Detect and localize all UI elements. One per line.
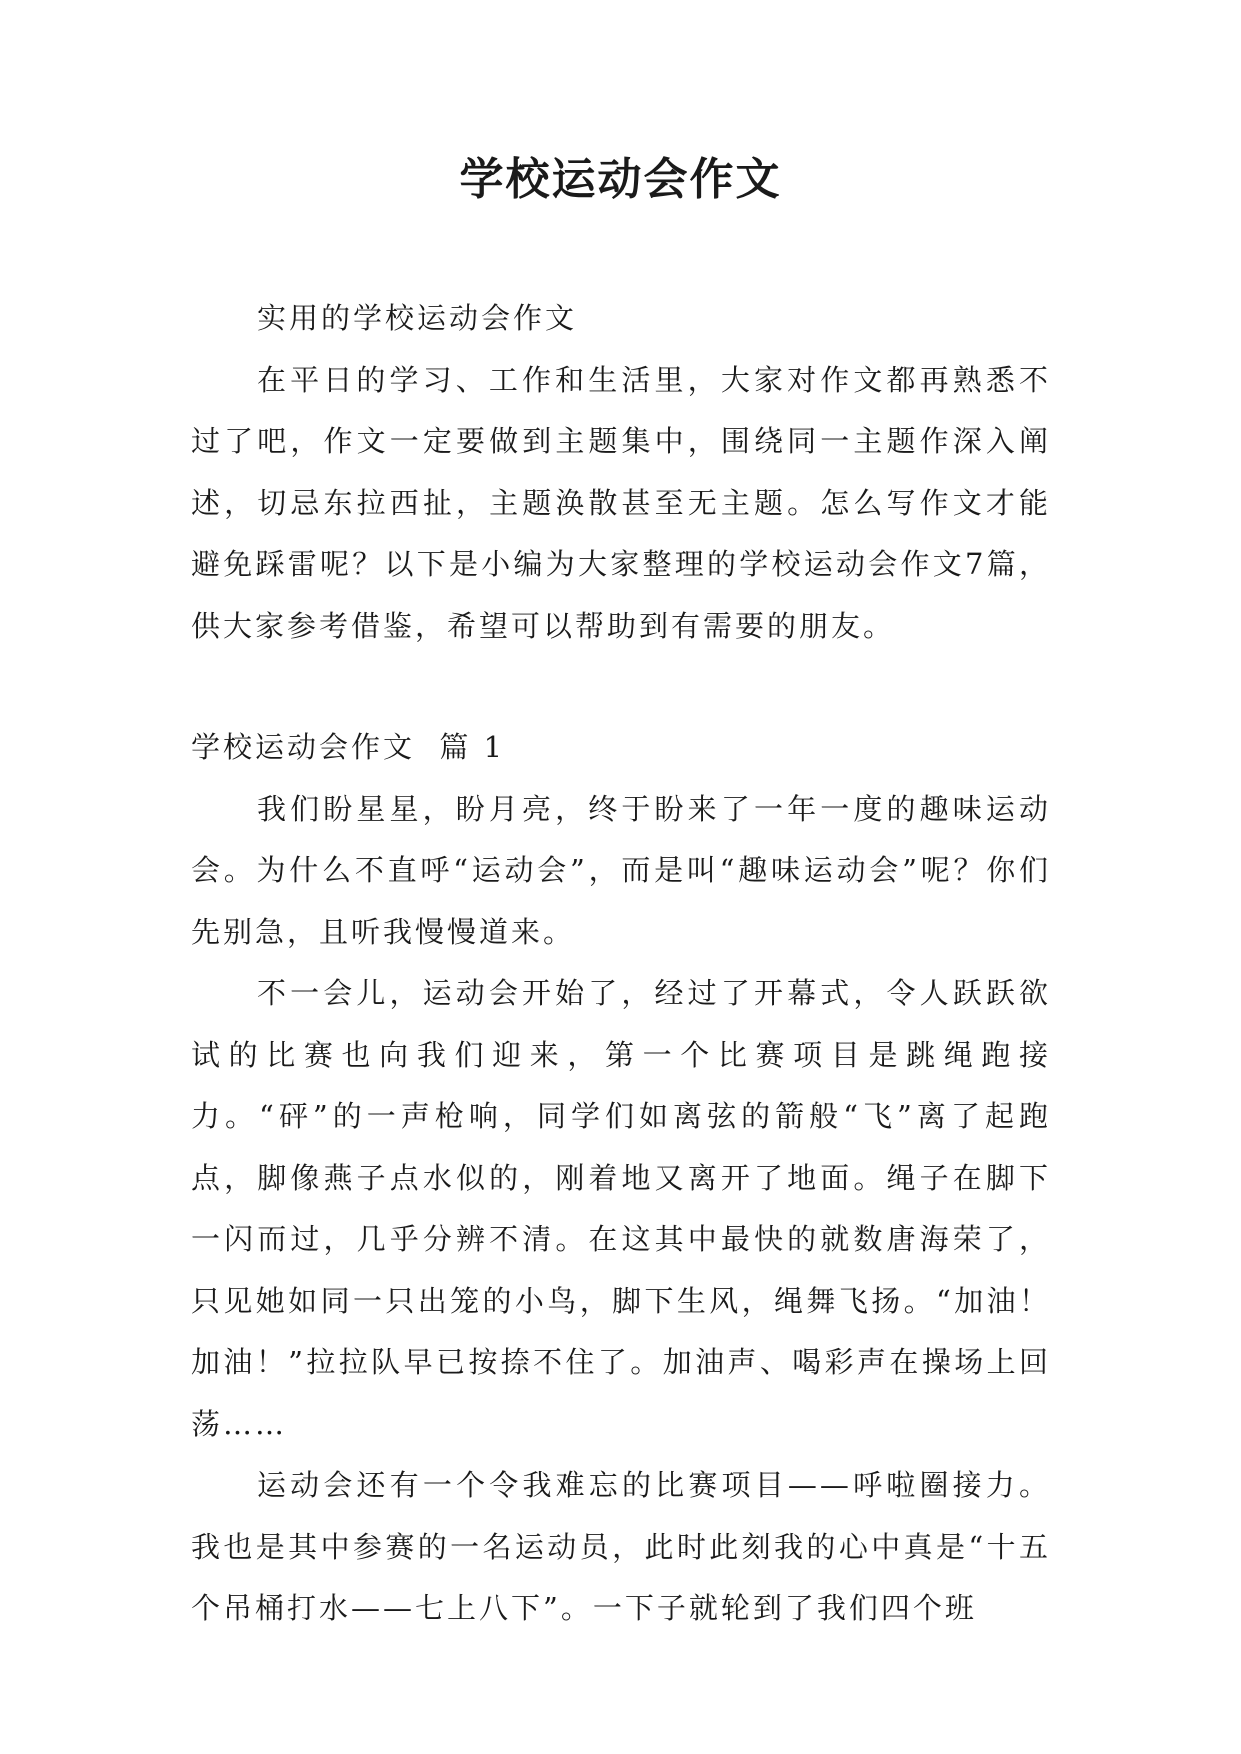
body-paragraph: 我们盼星星，盼月亮，终于盼来了一年一度的趣味运动会。为什么不直呼“运动会”，而是叫“趣味运动会”呢？你们先别急，且听我慢慢道来。 — [191, 791, 1051, 949]
intro-paragraph: 在平日的学习、工作和生活里，大家对作文都再熟悉不过了吧，作文一定要做到主题集中，围绕同一主题作深入阐述，切忌东拉西扯，主题涣散甚至无主题。怎么写作文才能避免踩雷呢？以下是小编为大家整理的学校运动会作文7篇，供大家参考借鉴，希望可以帮助到有需要的朋友。 — [191, 362, 1051, 643]
document-subtitle: 实用的学校运动会作文 — [257, 301, 578, 335]
body-paragraph: 不一会儿，运动会开始了，经过了开幕式，令人跃跃欲试的比赛也向我们迎来，第一个比赛项目是跳绳跑接力。“砰”的一声枪响，同学们如离弦的箭般“飞”离了起跑点，脚像燕子点水似的，刚着地又离开了地面。绳子在脚下一闪而过，几乎分辨不清。在这其中最快的就数唐海荣了，只见她如同一只出笼的小鸟，脚下生风，绳舞飞扬。“加油！加油！”拉拉队早已按捺不住了。加油声、喝彩声在操场上回荡…… — [191, 976, 1051, 1441]
body-paragraph: 运动会还有一个令我难忘的比赛项目——呼啦圈接力。我也是其中参赛的一名运动员，此时此刻我的心中真是“十五个吊桶打水——七上八下”。一下子就轮到了我们四个班 — [191, 1468, 1051, 1625]
document-body — [191, 288, 1051, 1640]
section-spacer — [191, 657, 1051, 717]
section-title: 学校运动会作文 篇 1 — [191, 730, 506, 764]
document-title: 学校运动会作文 — [459, 154, 782, 205]
